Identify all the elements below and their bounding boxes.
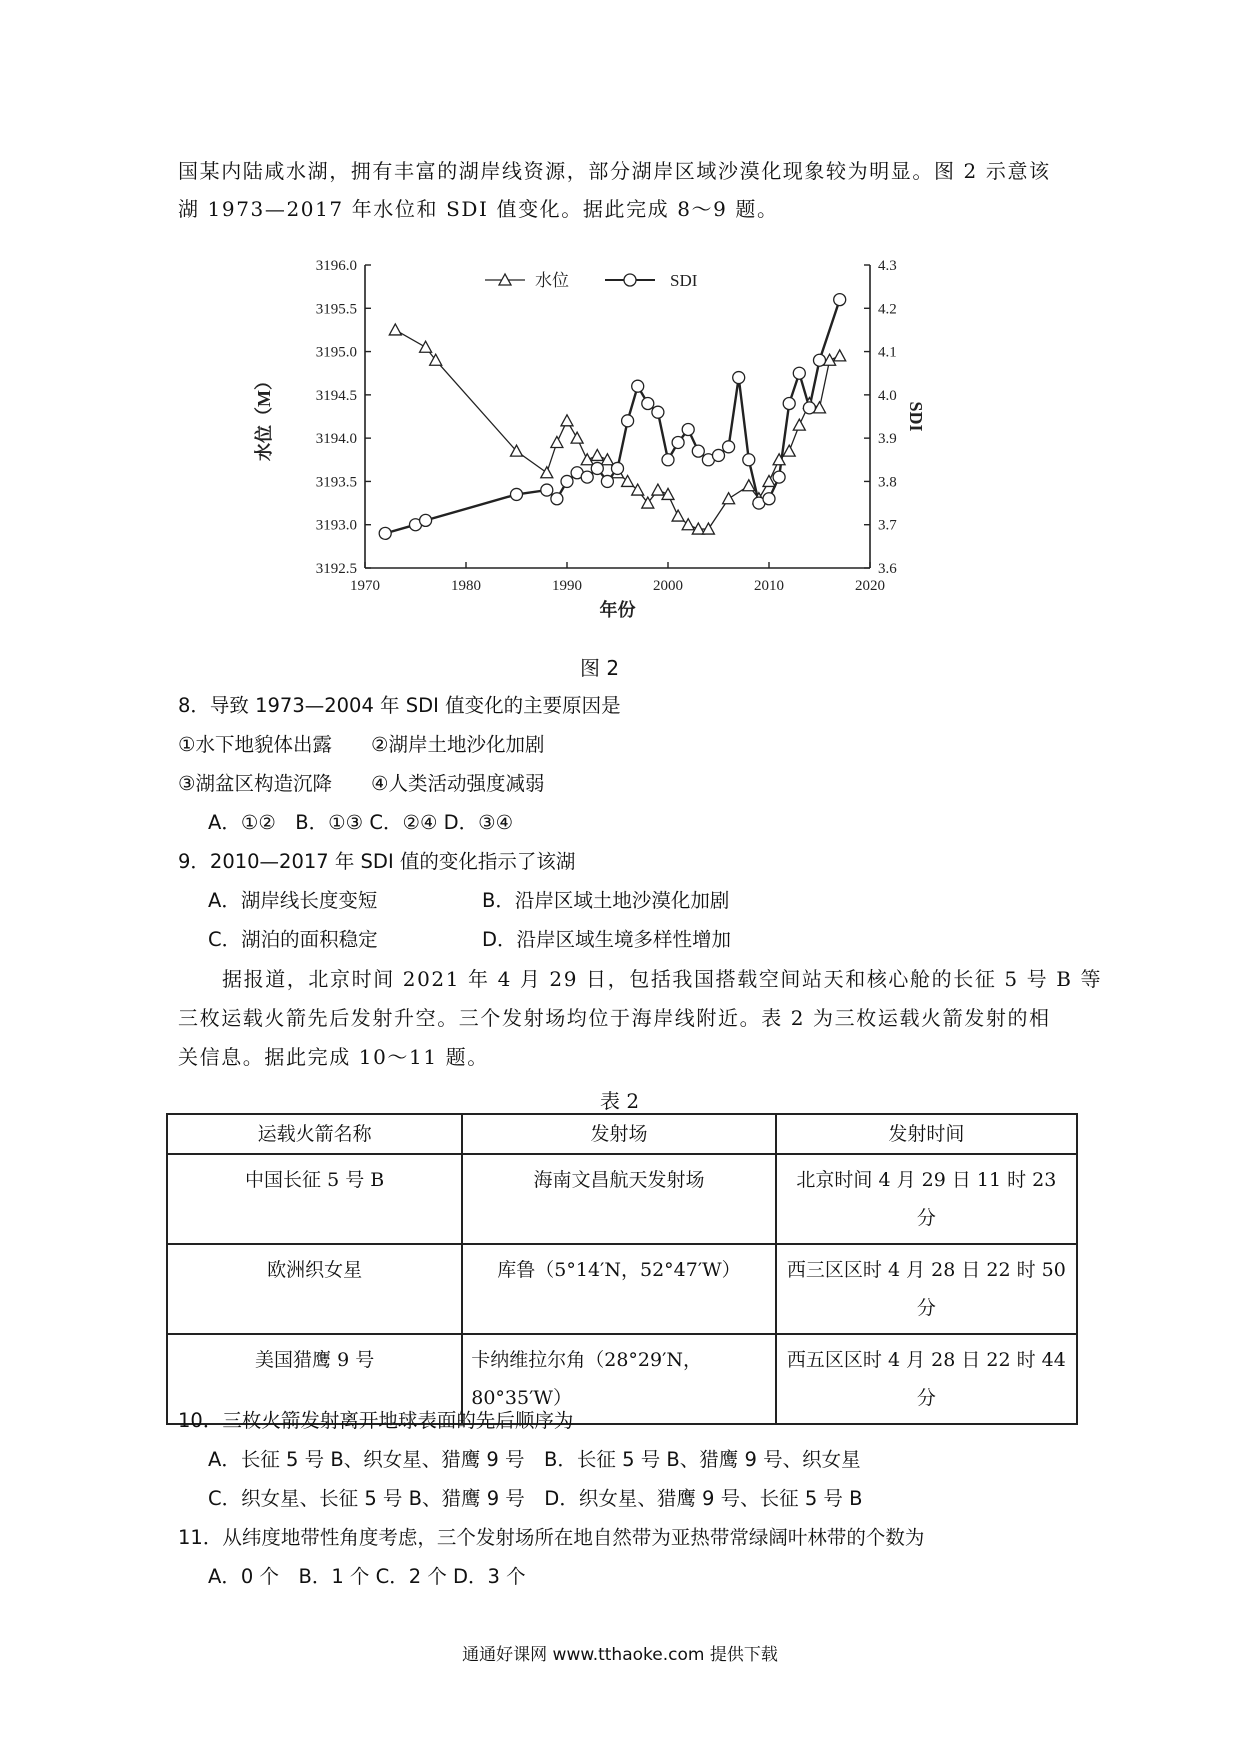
water-level-point	[420, 341, 432, 352]
table-row	[167, 1244, 1077, 1334]
q9-option-c: C．湖泊的面积稳定	[208, 928, 378, 951]
left-tick-label: 3193.0	[315, 517, 357, 534]
right-tick-label: 4.3	[878, 258, 897, 274]
water-level-point	[551, 436, 563, 447]
right-tick-label: 3.9	[878, 431, 897, 448]
sdi-point	[662, 454, 674, 466]
sdi-point	[672, 436, 684, 448]
left-tick-label: 3194.0	[315, 431, 357, 448]
left-tick-label: 3195.5	[315, 301, 357, 318]
water-level-point	[793, 419, 805, 430]
sdi-point	[652, 406, 664, 418]
x-tick-label: 1990	[552, 578, 582, 594]
q9-option-d: D．沿岸区域生境多样性增加	[482, 928, 732, 951]
x-tick-label: 1970	[350, 578, 380, 594]
passage2-line-3: 关信息。据此完成 10～11 题。	[178, 1045, 489, 1069]
table-row	[167, 1154, 1077, 1244]
sdi-point	[612, 462, 624, 474]
cell-site: 海南文昌航天发射场	[462, 1154, 775, 1244]
water-level-point	[723, 493, 735, 504]
sdi-point	[632, 380, 644, 392]
sdi-point	[622, 415, 634, 427]
right-tick-label: 4.1	[878, 344, 897, 361]
right-tick-label: 3.6	[878, 561, 897, 577]
legend-water-level-label: 水位	[535, 271, 569, 290]
chart-axes	[253, 258, 926, 620]
sdi-point	[692, 445, 704, 457]
cell-time: 西五区区时 4 月 28 日 22 时 44 分	[776, 1334, 1077, 1424]
sdi-point	[581, 471, 593, 483]
sdi-point	[682, 423, 694, 435]
q9-option-b: B．沿岸区域土地沙漠化加剧	[482, 889, 730, 912]
header-rocket: 运载火箭名称	[167, 1114, 462, 1154]
water-level-point	[783, 445, 795, 456]
cell-rocket: 欧洲织女星	[167, 1244, 462, 1334]
water-level-point	[561, 415, 573, 426]
sdi-point	[834, 294, 846, 306]
q8-options-row-2: ③湖盆区构造沉降 ④人类活动强度减弱	[178, 772, 545, 795]
chart-legend	[485, 271, 698, 290]
water-level-point	[652, 484, 664, 495]
passage2-line-1: 据报道，北京时间 2021 年 4 月 29 日，包括我国搭载空间站天和核心舱的长征 5 号 B 等	[222, 967, 1103, 991]
sdi-point	[511, 488, 523, 500]
x-tick-label: 2000	[653, 578, 683, 594]
q11-stem: 11．从纬度地带性角度考虑，三个发射场所在地自然带为亚热带常绿阔叶林带的个数为	[178, 1526, 925, 1549]
sdi-point	[713, 449, 725, 461]
water-level-sdi-chart	[240, 250, 930, 640]
chart-marks	[379, 294, 846, 540]
q8-stem: 8．导致 1973—2004 年 SDI 值变化的主要原因是	[178, 694, 621, 717]
sdi-point	[773, 471, 785, 483]
left-axis-label: 水位（M）	[254, 372, 274, 461]
sdi-point	[561, 475, 573, 487]
sdi-point	[591, 462, 603, 474]
water-level-point	[389, 324, 401, 335]
sdi-point	[420, 514, 432, 526]
sdi-point	[601, 475, 613, 487]
water-level-point	[834, 350, 846, 361]
q10-stem: 10．三枚火箭发射离开地球表面的先后顺序为	[178, 1409, 574, 1432]
right-tick-label: 4.2	[878, 301, 897, 318]
sdi-point	[743, 454, 755, 466]
sdi-point	[551, 493, 563, 505]
water-level-point	[591, 449, 603, 460]
sdi-point	[814, 354, 826, 366]
cell-site: 卡纳维拉尔角（28°29′N，80°35′W）	[462, 1334, 775, 1424]
water-level-point	[672, 510, 684, 521]
cell-site: 库鲁（5°14′N，52°47′W）	[462, 1244, 775, 1334]
figure-caption: 图 2	[580, 656, 620, 680]
left-tick-label: 3192.5	[315, 561, 357, 577]
q11-answers: A．0 个 B．1 个 C．2 个 D．3 个	[208, 1565, 526, 1588]
right-tick-label: 3.8	[878, 474, 897, 491]
sdi-point	[793, 367, 805, 379]
q9-option-a: A．湖岸线长度变短	[208, 889, 378, 912]
cell-rocket: 中国长征 5 号 B	[167, 1154, 462, 1244]
q8-options-row-1: ①水下地貌体出露 ②湖岸土地沙化加剧	[178, 733, 545, 756]
right-tick-label: 4.0	[878, 387, 897, 404]
sdi-point	[541, 484, 553, 496]
q8-answers: A．①② B．①③ C．②④ D．③④	[208, 811, 514, 834]
x-tick-label: 1980	[451, 578, 481, 594]
launch-info-table	[166, 1113, 1078, 1425]
sdi-point	[723, 441, 735, 453]
cell-rocket: 美国猎鹰 9 号	[167, 1334, 462, 1424]
sdi-point	[379, 527, 391, 539]
passage2-line-2: 三枚运载火箭先后发射升空。三个发射场均位于海岸线附近。表 2 为三枚运载火箭发射的相	[178, 1006, 1051, 1030]
left-tick-label: 3194.5	[315, 387, 357, 404]
header-time: 发射时间	[776, 1114, 1077, 1154]
cell-time: 西三区区时 4 月 28 日 22 时 50 分	[776, 1244, 1077, 1334]
intro-line-1: 国某内陆咸水湖，拥有丰富的湖岸线资源，部分湖岸区域沙漠化现象较为明显。图 2 示意该	[178, 159, 1051, 183]
q10-options-row-1: A．长征 5 号 B、织女星、猎鹰 9 号 B．长征 5 号 B、猎鹰 9 号、织女星	[208, 1448, 861, 1471]
left-tick-label: 3195.0	[315, 344, 357, 361]
header-site: 发射场	[462, 1114, 775, 1154]
right-tick-label: 3.7	[878, 517, 897, 534]
q9-stem: 9．2010—2017 年 SDI 值的变化指示了该湖	[178, 850, 576, 873]
right-axis-label: SDI	[906, 401, 926, 432]
cell-time: 北京时间 4 月 29 日 11 时 23 分	[776, 1154, 1077, 1244]
table-caption: 表 2	[600, 1089, 640, 1113]
x-tick-label: 2010	[754, 578, 784, 594]
sdi-point	[783, 398, 795, 410]
sdi-point	[803, 402, 815, 414]
table-header-row	[167, 1114, 1077, 1154]
left-tick-label: 3193.5	[315, 474, 357, 491]
sdi-point	[733, 372, 745, 384]
intro-line-2: 湖 1973—2017 年水位和 SDI 值变化。据此完成 8～9 题。	[178, 197, 779, 221]
water-level-point	[571, 432, 583, 443]
water-level-point	[541, 467, 553, 478]
footer-watermark: 通通好课网 www.tthaoke.com 提供下载	[462, 1645, 778, 1665]
left-tick-label: 3196.0	[315, 258, 357, 274]
x-axis-label: 年份	[599, 600, 636, 620]
legend-sdi-marker	[624, 274, 636, 286]
sdi-point	[642, 398, 654, 410]
x-tick-label: 2020	[855, 578, 885, 594]
q10-options-row-2: C．织女星、长征 5 号 B、猎鹰 9 号 D．织女星、猎鹰 9 号、长征 5 号 B	[208, 1487, 863, 1510]
sdi-point	[763, 493, 775, 505]
legend-sdi-label: SDI	[670, 271, 698, 290]
